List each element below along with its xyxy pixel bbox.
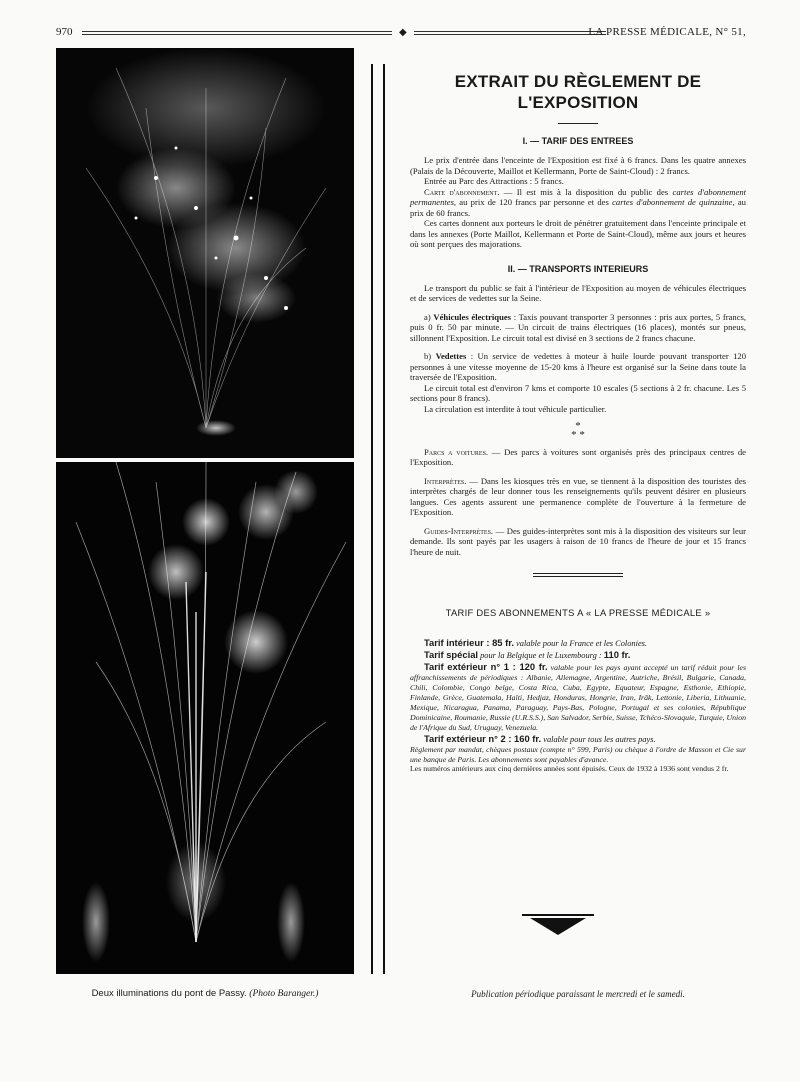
paragraph-vedettes: b) Vedettes : Un service de vedettes à moteur à huile lourde pouvant transporter 120 personnes à une vitesse moyenne de 15-20 kms à l'heure est organisé sur la Seine dans toute la traversée de l'Exposition. xyxy=(410,351,746,383)
run-in-label: Guides-Interprètes. xyxy=(424,525,494,536)
run-in-label: Interprètes. xyxy=(424,475,467,486)
caption-text: Deux illuminations du pont de Passy. xyxy=(91,988,247,999)
text-run: , au prix de 60 francs. xyxy=(410,197,746,218)
text-run: — Dans les kiosques très en vue, se tiennent à la disposition des touristes des interprètes chargés de leur donner tous les renseignements qu'ils peuvent désirer en plusieurs langues. Ces agents assurent une permanence complète de l'ouverture à la fermeture de l'Exposition. xyxy=(410,475,746,518)
tarif-note: valable pour tous les autres pays. xyxy=(541,735,656,745)
column-divider-right xyxy=(383,64,385,974)
text-run: Règlement par mandat, chèques postaux (compte n° 599, Paris) ou chèque à l'ordre de Masson et Cie sur une banque de Paris. Les abonnements sont payables d'avance. xyxy=(410,745,746,764)
text-run: : Taxis pouvant transporter 3 personnes : pris aux portes, 5 francs, puis 0 fr. 50 par minute. — Un circuit de trains électriques (16 places), montés sur pneus, sillonnent l'Exposition. Le circuit total est divisé en 3 sections de 2 francs chacune. xyxy=(410,311,747,343)
paragraph: Entrée au Parc des Attractions : 5 francs. xyxy=(424,176,564,187)
asterism-bottom: * * xyxy=(571,429,585,442)
run-in-label: Parcs a voitures. xyxy=(424,446,489,457)
tarif-exterieur-2 xyxy=(410,733,746,745)
paragraph: Le prix d'entrée dans l'enceinte de l'Exposition est fixé à 6 francs. Dans les quatre annexes (Palais de la Découverte, Maillot et Kellermann, Porte de Saint-Cloud) : 2 francs. xyxy=(410,155,746,176)
article-title: EXTRAIT DU RÈGLEMENT DE L'EXPOSITION xyxy=(454,72,702,112)
text-run: cartes d'abonnement permanentes xyxy=(410,186,747,208)
page-number: 970 xyxy=(56,26,73,38)
journal-name: LA PRESSE MÉDICALE, N° 51, xyxy=(588,26,746,38)
text-run: , au prix de 120 francs par personne et des xyxy=(453,197,613,208)
text-run: — Des parcs à voitures sont organisés près des principaux centres de l'Exposition. xyxy=(410,446,746,468)
page-header xyxy=(56,24,746,42)
header-rule-right xyxy=(414,31,606,35)
publication-note: Publication périodique paraissant le mercredi et le samedi. xyxy=(471,989,685,999)
section-separator xyxy=(533,573,623,577)
paragraph-carte xyxy=(410,187,746,218)
paragraph-guides xyxy=(410,526,746,557)
paragraph: Le transport du public se fait à l'intérieur de l'Exposition au moyen de véhicules électriques et de services de vedettes sur la Seine. xyxy=(410,282,746,304)
caption-credit: (Photo Baranger.) xyxy=(249,989,319,999)
text-run: — Il est mis à la disposition du public des xyxy=(499,186,673,197)
paragraph: Le circuit total est d'environ 7 kms et comporte 10 escales (5 sections à 2 fr. chacune. Les 5 sections pour 8 francs). xyxy=(410,382,746,404)
decorative-bar xyxy=(522,914,594,916)
column-divider-left xyxy=(371,64,373,974)
tarif-note: valable pour les pays ayant accepté un tarif réduit pour les affranchissements de périodiques : Albanie, Allemagne, Argentine, Autriche, Brésil, Bulgarie, Canada, Chili, Colombie, Congo belge, Costa Rica, Cuba, Egypte, Equateur, Espagne, Esthonie, Ethiopie, Finlande, Grèce, Guatemala, Haïti, Hedjaz, Honduras, Hongrie, Iran, Irâk, Lettonie, Liberia, Lithuanie, Mexique, Nicaragua, Panama, Paraguay, Pays-Bas, Pologne, Portugal et ses colonies, République Dominicaine, Roumanie, Russie (U.R.S.S.), San Salvador, Serbie, Suisse, Tchéco-Slovaquie, Turquie, Union de l'Afrique du Sud, Uruguay, Venezuela. xyxy=(410,662,746,733)
paragraph-parcs xyxy=(410,447,746,468)
section-heading-transports: II. — TRANSPORTS INTERIEURS xyxy=(507,263,649,274)
tarif-price: 110 fr. xyxy=(603,648,631,660)
paragraph: Ces cartes donnent aux porteurs le droit de pénétrer gratuitement dans l'enceinte principale et dans les annexes (Porte Maillot, Kellermann et Porte de Saint-Cloud), même aux jours et heures où sont perçues des majorations. xyxy=(410,218,746,250)
reglement-note xyxy=(410,745,746,764)
tarif-note: pour la Belgique et le Luxembourg : xyxy=(478,650,604,660)
paragraph: La circulation est interdite à tout véhicule particulier. xyxy=(424,403,607,414)
tarif-heading: TARIF DES ABONNEMENTS A « LA PRESSE MÉDICALE » xyxy=(445,607,711,619)
paragraph-vehicules: a) Véhicules électriques : Taxis pouvant transporter 3 personnes : pris aux portes, 5 francs, puis 0 fr. 50 par minute. — Un circuit de trains électriques (16 places), montés sur pneus, sillonnent l'Exposition. Le circuit total est divisé en 3 sections de 2 francs chacune. xyxy=(410,311,747,343)
fireworks-photo-bottom xyxy=(56,462,354,974)
text-run: — Des guides-interprètes sont mis à la disposition des visiteurs sur leur demande. Ils sont payés par les usagers à raison de 10 francs de l'heure de jour et 15 francs l'heure de nuit. xyxy=(410,525,746,557)
down-arrow-icon xyxy=(530,918,586,935)
photo-caption xyxy=(56,988,354,999)
text-run: : Un service de vedettes à moteur à huile lourde pouvant transporter 120 personnes à une vitesse moyenne de 15-20 kms à l'heure est organisé sur la Seine dans toute la traversée de l'Exposition. xyxy=(410,351,746,383)
asterism-top: * xyxy=(575,420,581,433)
diamond-icon: ◆ xyxy=(399,27,407,38)
tarif-exterieur-1 xyxy=(410,661,746,734)
tarif-interieur xyxy=(410,637,746,649)
fireworks-photo-top xyxy=(56,48,354,458)
tarif-label: Tarif extérieur n° 2 : 160 fr. xyxy=(424,733,542,745)
paragraph-interpretes xyxy=(410,476,746,518)
header-rule-left xyxy=(82,31,392,35)
tarif-special xyxy=(410,649,746,661)
asterism xyxy=(410,422,746,441)
tarif-label: Tarif intérieur : 85 fr. xyxy=(424,636,514,648)
text-run: cartes d'abonnement de quinzaine xyxy=(612,197,733,208)
section-heading-tarif: I. — TARIF DES ENTREES xyxy=(522,136,634,147)
title-rule xyxy=(558,123,598,124)
tarif-label: Tarif extérieur n° 1 : 120 fr. xyxy=(424,660,548,672)
article-column xyxy=(410,72,746,773)
run-in-label: Vedettes xyxy=(435,351,467,362)
run-in-label: Carte d'abonnement. xyxy=(424,186,500,197)
tarif-label: Tarif spécial xyxy=(424,648,479,660)
tarif-note: valable pour la France et les Colonies. xyxy=(513,638,648,648)
run-in-label: Véhicules électriques xyxy=(433,311,512,322)
numeros-note: Les numéros antérieurs aux cinq dernières années sont épuisés. Ceux de 1932 à 1936 sont vendus 2 fr. xyxy=(410,764,729,774)
